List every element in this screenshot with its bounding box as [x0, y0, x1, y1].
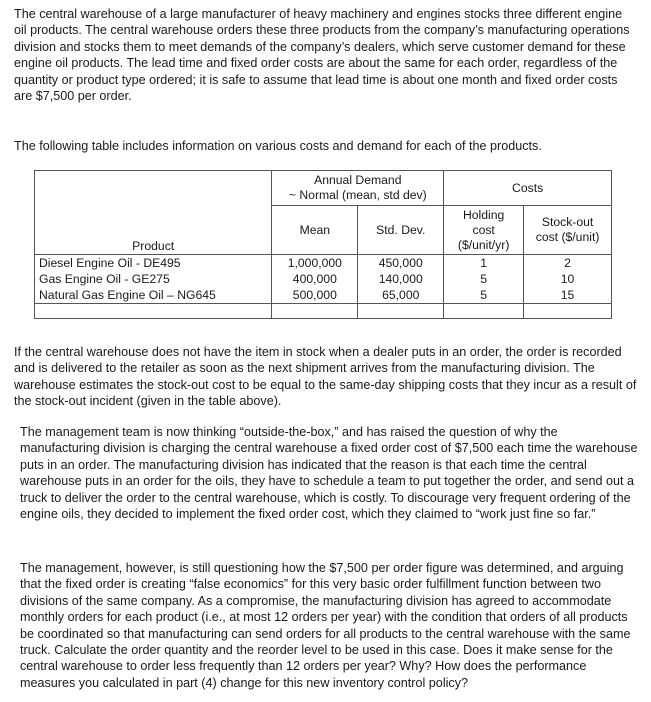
table-header-row-2: [35, 206, 612, 255]
header-product-top: [35, 171, 272, 206]
empty-cell: [35, 304, 272, 319]
header-annual-demand: [272, 171, 444, 206]
header-holding-line1: Holding: [462, 207, 505, 222]
table-header-row-1: [35, 171, 612, 206]
product-cost-table: [34, 170, 612, 319]
product-cell: Natural Gas Engine Oil – NG645: [35, 287, 272, 304]
mean-cell: 500,000: [272, 287, 358, 304]
header-holding-line3: ($/unit/yr): [457, 237, 510, 252]
holding-cell: 5: [444, 271, 524, 287]
header-demand-line2: ~ Normal (mean, std dev): [288, 188, 427, 202]
holding-cell: 1: [444, 255, 524, 272]
stockout-cell: 2: [524, 255, 612, 272]
table-row: [35, 287, 612, 304]
std-cell: 450,000: [358, 255, 444, 272]
stockout-cell: 15: [524, 287, 612, 304]
intro-paragraph: The central warehouse of a large manufacturer of heavy machinery and engines stocks three different engine oil products. The central warehouse orders these three products from the company’s manufacturing operations division and stocks them to meet demands of the company’s dealers, which serve customer demand for these engine oil products. The lead time and fixed order costs are about the same for each order, regardless of the quantity or product type ordered; it is safe to assume that lead time is about one month and fixed order costs are $7,500 per order.: [14, 7, 630, 104]
product-cell: Gas Engine Oil - GE275: [35, 271, 272, 287]
stockout-paragraph: If the central warehouse does not have the item in stock when a dealer puts in an order, the order is recorded and is delivered to the retailer as soon as the next shipment arrives from the manufacturing division. The warehouse estimates the stock-out cost to be equal to the same-day shipping costs that they incur as a result of the stock-out incident (given in the table above).: [14, 345, 637, 409]
mean-cell: 1,000,000: [272, 255, 358, 272]
header-stockout-line1: Stock-out: [541, 215, 594, 229]
empty-cell: [444, 304, 524, 319]
header-stockout-cost: [524, 206, 612, 255]
table-empty-row: [35, 304, 612, 319]
management-paragraph-2: The management, however, is still questioning how the $7,500 per order figure was determined, and arguing that the fixed order is creating “false economics” for this very basic order fulfillment function between two divisions of the same company. As a compromise, the manufacturing division has agreed to accommodate monthly orders for each product (i.e., at most 12 orders per year) with the condition that orders of all products be coordinated so that manufacturing can send orders for all products to the central warehouse with the same truck. Calculate the order quantity and the reorder level to be used in this case. Does it make sense for the central warehouse to order less frequently than 12 orders per year? Why? How does the performance measures you calculated in part (4) change for this new inventory control policy?: [20, 561, 631, 690]
empty-cell: [524, 304, 612, 319]
header-mean: Mean: [272, 206, 358, 255]
empty-cell: [358, 304, 444, 319]
header-std-dev: Std. Dev.: [358, 206, 444, 255]
table-intro-paragraph: The following table includes information on various costs and demand for each of the products.: [14, 139, 542, 153]
header-demand-line1: Annual Demand: [314, 173, 402, 187]
std-cell: 140,000: [358, 271, 444, 287]
empty-cell: [272, 304, 358, 319]
product-cell: Diesel Engine Oil - DE495: [35, 255, 272, 272]
header-holding-cost: [444, 206, 524, 255]
header-costs: Costs: [444, 171, 612, 206]
std-cell: 65,000: [358, 287, 444, 304]
table-row: [35, 271, 612, 287]
header-holding-line2: cost: [472, 222, 495, 237]
header-product: Product: [35, 206, 272, 255]
management-paragraph-1: The management team is now thinking “outside-the-box,” and has raised the question of why the manufacturing division is charging the central warehouse a fixed order cost of $7,500 each time the warehouse puts in an order. The manufacturing division has indicated that the reason is that each time the central warehouse puts in an order for the oils, they have to schedule a team to put together the order, and send out a truck to deliver the order to the central warehouse, which is costly. To discourage very frequent ordering of the engine oils, they decided to implement the fixed order cost, which they claimed to “work just fine so far.”: [20, 425, 638, 522]
header-stockout-line2: cost ($/unit): [535, 230, 600, 244]
stockout-cell: 10: [524, 271, 612, 287]
mean-cell: 400,000: [272, 271, 358, 287]
table-row: [35, 255, 612, 272]
holding-cell: 5: [444, 287, 524, 304]
